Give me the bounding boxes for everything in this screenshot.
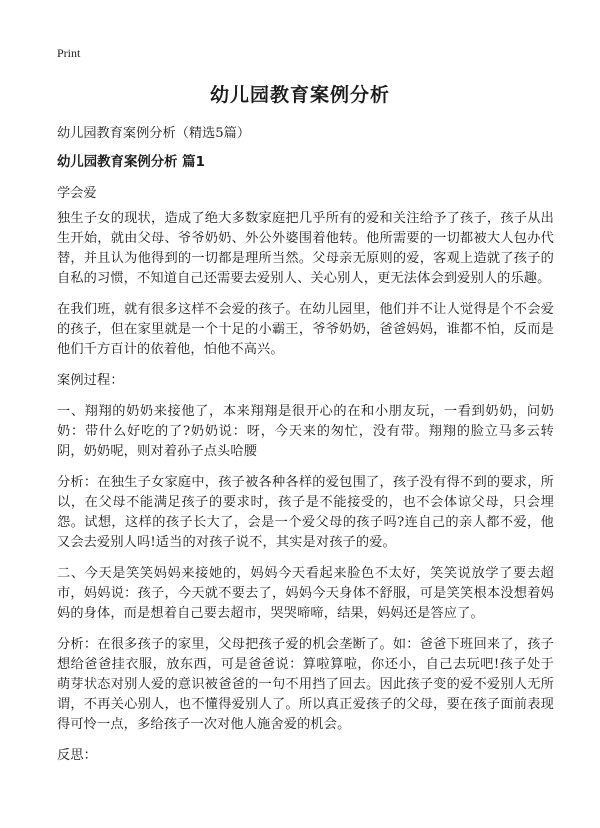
topic-label: 学会爱 [57, 186, 97, 201]
paragraph: 在我们班，就有很多这样不会爱的孩子。在幼儿园里，他们并不让人觉得是个不会爱的孩子，但在家里就是一个十足的小霸王，爷爷奶奶，爸爸妈妈，谁都不怕，反而是他们千方百计的依着他，怕他不高兴。 [57, 302, 554, 357]
article-body [57, 209, 554, 777]
paragraph: 一、翔翔的奶奶来接他了，本来翔翔是很开心的在和小朋友玩，一看到奶奶，问奶奶：带什么好吃的了?奶奶说：呀，今天来的匆忙，没有带。翔翔的脸立马多云转阴，奶奶呢，则对着孙子点头哈腰 [57, 404, 554, 459]
paragraph: 反思： [57, 748, 98, 763]
document-subtitle: 幼儿园教育案例分析（精选5篇） [57, 126, 251, 141]
section-heading: 幼儿园教育案例分析 篇1 [57, 155, 205, 170]
paragraph: 分析：在独生子女家庭中，孩子被各种各样的爱包围了，孩子没有得不到的要求，所以，在父母不能满足孩子的要求时，孩子是不能接受的，也不会体谅父母，只会埋怨。试想，这样的孩子长大了，会是一个爱父母的孩子吗?连自己的亲人都不爱，他又会去爱别人吗!适当的对孩子说不，其实是对孩子的爱。 [57, 475, 554, 550]
paragraph: 二、今天是笑笑妈妈来接她的，妈妈今天看起来脸色不太好，笑笑说放学了要去超市，妈妈说：孩子，今天就不要去了，妈妈今天身体不舒服，可是笑笑根本没想着妈妈的身体，而是想着自己要去超市，哭哭啼啼，结果，妈妈还是答应了。 [57, 566, 554, 621]
paragraph: 分析：在很多孩子的家里，父母把孩子爱的机会垄断了。如：爸爸下班回来了，孩子想给爸爸挂衣服，放东西，可是爸爸说：算啦算啦，你还小，自己去玩吧!孩子处于萌芽状态对别人爱的意识被爸爸的一句不用挡了回去。因此孩子变的爱不爱别人无所谓，不再关心别人，也不懂得爱别人了。所以真正爱孩子的父母，要在孩子面前表现得可怜一点，多给孩子一次对他人施舍爱的机会。 [57, 637, 554, 732]
paragraph: 独生子女的现状，造成了绝大多数家庭把几乎所有的爱和关注给予了孩子，孩子从出生开始，就由父母、爷爷奶奶、外公外婆围着他转。他所需要的一切都被大人包办代替，并且认为他得到的一切都是理所当然。父母亲无原则的爱，客观上造就了孩子的自私的习惯，不知道自己还需要去爱别人、关心别人，更无法体会到爱别人的乐趣。 [57, 211, 554, 286]
paragraph: 案例过程： [57, 373, 124, 388]
page-title: 幼儿园教育案例分析 [209, 84, 390, 106]
print-link[interactable]: Print [57, 46, 81, 60]
